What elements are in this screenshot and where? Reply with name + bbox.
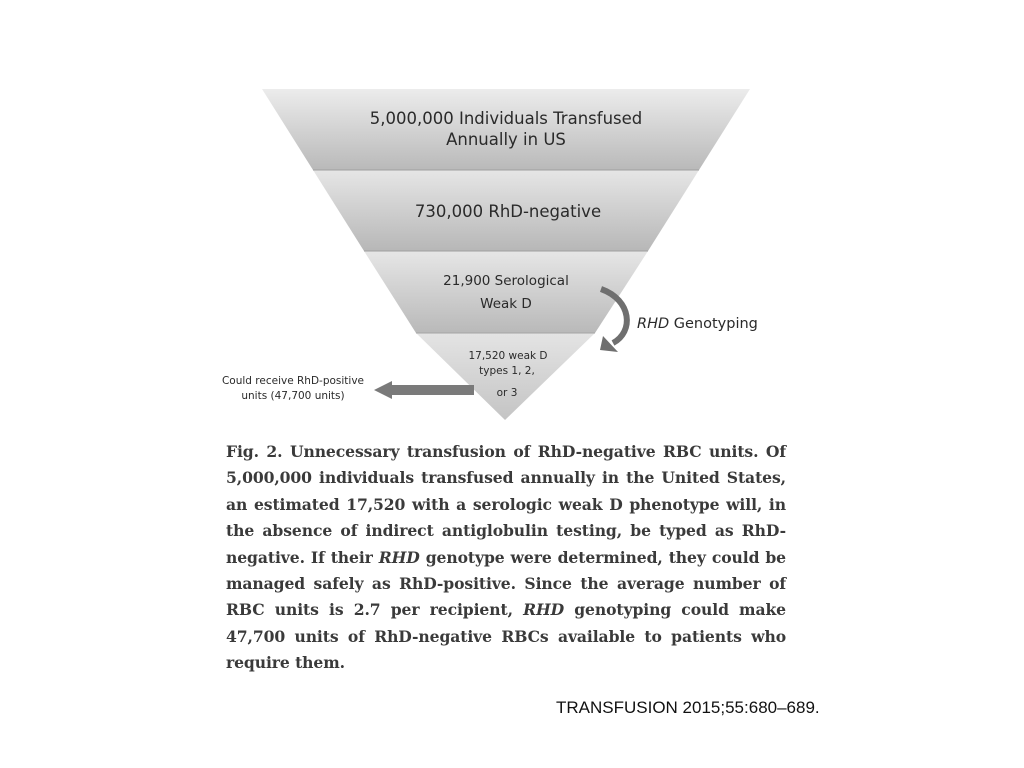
tier-1-label-line2: Annually in US [446, 130, 566, 149]
caption-lead: Fig. 2. Unnecessary transfusion of RhD-negative RBC units. [226, 442, 759, 461]
caption-part-2: genotype were determined, they could be managed safely as RhD-positive. Since the average number of RBC units is 2.7 per recipient, [226, 547, 787, 620]
figure-caption [226, 439, 786, 677]
left-arrow-icon [374, 381, 474, 399]
genotyping-label-rhd: RHD [637, 316, 670, 332]
caption-part-3: genotyping could make 47,700 units of RhD-negative RBCs available to patients who require them. [226, 600, 786, 673]
tier-4-label-line1: 17,520 weak D [468, 350, 548, 362]
outcome-label-line1: Could receive RhD-positive [221, 375, 365, 387]
caption-rhd-2: RHD [523, 600, 565, 620]
tier-3-label-line1: 21,900 Serological [443, 273, 569, 289]
citation: TRANSFUSION 2015;55:680–689. [556, 698, 820, 717]
tier-2-label: 730,000 RhD-negative [414, 202, 602, 221]
tier-3-label-line2: Weak D [480, 296, 532, 312]
genotyping-label-rest: Genotyping [669, 316, 758, 332]
tier-4-label-line2: types 1, 2, [479, 365, 535, 377]
genotyping-label [637, 316, 758, 332]
tier-1-label-line1: 5,000,000 Individuals Transfused [369, 109, 643, 128]
outcome-label-line2: units (47,700 units) [241, 390, 345, 402]
caption-rhd-1: RHD [378, 547, 420, 567]
tier-4-label-line3: or 3 [496, 387, 518, 399]
caption-part-1: Of 5,000,000 individuals transfused annually in the United States, an estimated 17,520 with a serologic weak D phenotype will, in the absence of indirect antiglobulin testing, be typed as RhD-negative. If their [226, 442, 787, 567]
